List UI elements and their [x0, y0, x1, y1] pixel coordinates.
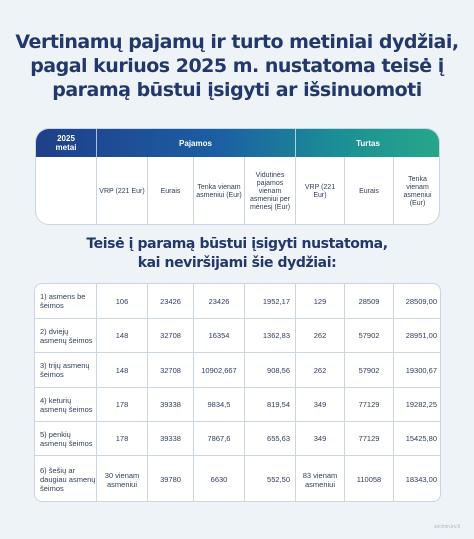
- assets-group-header: Turtas: [356, 138, 380, 148]
- table-cell: 552,50: [267, 475, 290, 484]
- table-cell: 28509: [358, 296, 380, 306]
- table-cell: 148: [115, 365, 129, 375]
- table-cell: 7867,6: [207, 434, 231, 443]
- table-cell: 10902,667: [201, 365, 237, 375]
- subtitle-line-1: Teisė į paramą būstui įsigyti nustatoma,: [86, 236, 388, 252]
- table-cell: 18343,00: [405, 475, 437, 484]
- row-label: 3) trijų asmenų šeimos: [40, 361, 90, 379]
- table-cell: 28509,00: [405, 296, 437, 306]
- year-cell: [36, 129, 96, 157]
- table-cell: 6630: [210, 475, 228, 484]
- year-sub-label: metai: [55, 143, 77, 152]
- table-cell: 28951,00: [405, 331, 437, 340]
- table-cell: 148: [115, 331, 129, 340]
- subtitle-line-2: kai neviršijami šie dydžiai:: [137, 255, 337, 271]
- column-header-assets-eur: Eurais: [359, 187, 379, 195]
- table-cell: 19300,67: [405, 365, 437, 375]
- table-cell: 129: [313, 296, 327, 306]
- table-cell: 178: [115, 400, 129, 409]
- table-cell: 262: [313, 365, 327, 375]
- table-cell: 15425,80: [405, 434, 437, 443]
- table-cell: 23426: [160, 296, 181, 306]
- table-cell: 77129: [358, 434, 380, 443]
- table-cell: 349: [313, 434, 327, 443]
- title-line-3: paramą būstui įsigyti ar išsinuomoti: [52, 79, 422, 101]
- section-subtitle: [0, 235, 474, 273]
- row-label: 2) dviejų asmenų šeimos: [40, 326, 93, 345]
- table-cell: 19282,25: [405, 400, 437, 409]
- table-cell: 16354: [208, 331, 230, 340]
- table-cell: 9834,5: [207, 400, 231, 409]
- table-cell: 178: [115, 434, 129, 443]
- table-row: [35, 284, 440, 318]
- table-cell: 57902: [358, 365, 380, 375]
- table-cell: 106: [115, 296, 129, 306]
- income-group-header: Pajamos: [179, 138, 212, 148]
- table-cell: 77129: [358, 400, 380, 409]
- table-row: [35, 455, 440, 502]
- row-label: 6) šešių ar daugiau asmenų šeimos: [40, 466, 96, 493]
- header-gradient-bar: [36, 129, 439, 157]
- table-row: [35, 421, 440, 455]
- table-cell: 819,54: [267, 400, 290, 409]
- table-cell: 83 vienam asmeniui: [302, 470, 338, 489]
- table-row: [35, 387, 440, 421]
- table-cell: 110058: [356, 475, 382, 484]
- table-cell: 349: [313, 400, 327, 409]
- table-cell: 1952,17: [262, 296, 290, 306]
- column-header-vrp: VRP (221 Eur): [99, 187, 145, 195]
- table-cell: 655,63: [267, 434, 290, 443]
- column-header-per-person: Tenka vienam asmeniui (Eur): [196, 183, 242, 199]
- row-label: 4) keturių asmenų šeimos: [40, 395, 93, 414]
- table-cell: 1362,83: [262, 331, 290, 340]
- year-label: 2025: [57, 134, 75, 143]
- title-line-1: Vertinamų pajamų ir turto metiniai dydžiai,: [15, 31, 459, 53]
- limits-table: [34, 283, 441, 502]
- header-table: [35, 128, 440, 225]
- column-header-assets-vrp: VRP (221 Eur): [304, 183, 336, 199]
- table-cell: 39338: [160, 434, 181, 443]
- page-title: [0, 30, 474, 102]
- table-row: [35, 318, 440, 352]
- table-row: [35, 352, 440, 387]
- row-label: 1) asmens be šeimos: [40, 292, 86, 310]
- table-cell: 23426: [208, 296, 230, 306]
- table-cell: 32708: [160, 331, 181, 340]
- column-header-eur: Eurais: [160, 187, 181, 195]
- table-cell: 908,56: [267, 365, 290, 375]
- table-cell: 57902: [358, 331, 380, 340]
- row-label: 5) penkių asmenų šeimos: [40, 429, 93, 448]
- table-cell: 39780: [160, 475, 181, 484]
- table-cell: 30 vienam asmeniui: [104, 470, 140, 489]
- table-cell: 39338: [160, 400, 181, 409]
- column-header-monthly-income: Vidutinės pajamos vienam asmeniui per mėnesį (Eur): [249, 171, 291, 211]
- title-line-2: pagal kuriuos 2025 m. nustatoma teisė į: [30, 55, 444, 77]
- column-header-assets-per-person: Tenka vienam asmeniui (Eur): [403, 175, 432, 207]
- table-cell: 32708: [160, 365, 181, 375]
- table-cell: 262: [313, 331, 327, 340]
- source-footer: socmin.lrv.lt: [433, 524, 460, 530]
